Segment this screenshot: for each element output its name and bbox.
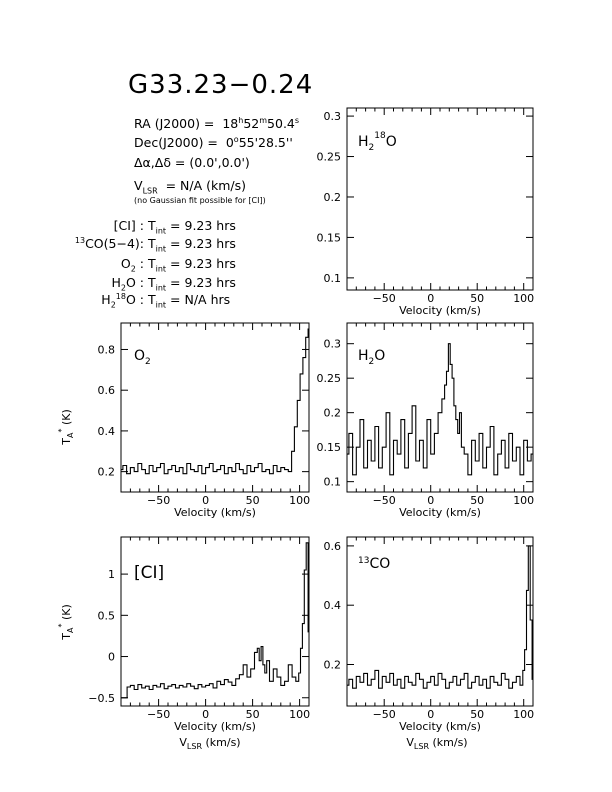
ra-minutes: 52	[243, 116, 260, 132]
h2o-xtick-label: 100	[513, 494, 535, 507]
vlsr-symbol: $V_{LSR}$	[134, 178, 158, 196]
ci-xtick-label: 100	[289, 708, 311, 721]
tint-ci-label: [CI] :	[113, 218, 144, 233]
o2-xtick-label: 0	[202, 494, 210, 507]
h2o-ytick-label: 0.1	[323, 475, 341, 489]
offset-value: (0.0',0.0')	[189, 155, 250, 170]
13co-xtick-label: 50	[470, 708, 485, 721]
tint-13co-label: $^{13}$CO(5−4):	[74, 236, 144, 252]
o2-xlabel: Velocity (km/s)	[174, 506, 256, 519]
o2-spectrum-line	[121, 329, 309, 474]
dec-rest: 55'28.5''	[238, 135, 293, 151]
h218o-xlabel: Velocity (km/s)	[399, 304, 481, 317]
ci-xtick-label: −50	[146, 708, 171, 721]
ylabel-o2: $T_A^*$ (K)	[57, 409, 75, 445]
o2-xtick-label: 50	[245, 494, 260, 507]
h218o-xtick-label: 50	[470, 292, 485, 305]
ci-xtick-label: 50	[245, 708, 260, 721]
tint-h218o-label: $H_2^{18}O$ :	[101, 292, 144, 310]
ci-ytick-label: 1	[108, 568, 115, 582]
vlsr-label-right: $V_{LSR}$ (km/s)	[406, 736, 468, 751]
h218o-ytick-label: 0.15	[316, 231, 341, 245]
13co-xtick-label: −50	[372, 708, 396, 721]
h2o-ytick-label: 0.15	[316, 441, 341, 455]
vlsr-value: = N/A (km/s)	[165, 178, 247, 193]
13co-xtick-label: 100	[513, 708, 535, 721]
ra-line: RA (J2000) = 18$^h$52$^m$50.4$^s$	[134, 116, 300, 132]
ci-xtick-label: 0	[202, 708, 210, 721]
vlsr-label-left: $V_{LSR}$ (km/s)	[179, 736, 241, 751]
ra-seconds: 50.4	[267, 116, 295, 132]
ra-label: RA (J2000) =	[134, 116, 215, 132]
offset-label: Δα,Δδ =	[134, 155, 186, 170]
o2-ytick-label: 0.2	[97, 465, 115, 479]
panel-label-o2: $O_2$	[134, 348, 151, 367]
o2-ytick-label: 0.6	[97, 384, 115, 398]
h2o-ytick-label: 0.25	[316, 372, 341, 386]
dec-line: Dec(J2000) = 0$^o$55'28.5''	[134, 135, 293, 151]
ci-ytick-label: 0.5	[97, 609, 115, 623]
h2o-xtick-label: 50	[470, 494, 485, 507]
h218o-xtick-label: −50	[372, 292, 396, 305]
13co-xlabel: Velocity (km/s)	[399, 720, 481, 733]
h2o-xlabel: Velocity (km/s)	[399, 506, 481, 519]
h218o-ytick-label: 0.1	[323, 271, 341, 285]
o2-xtick-label: 100	[289, 494, 311, 507]
ra-hours: 18	[222, 116, 239, 132]
13co-ytick-label: 0.6	[323, 539, 341, 553]
h2o-ytick-label: 0.2	[323, 406, 341, 420]
tint-h2o-label: $H_2O$ :	[111, 275, 144, 293]
panel-label-ci: [CI]	[134, 563, 165, 583]
o2-ytick-label: 0.8	[97, 343, 115, 357]
dec-label: Dec(J2000) =	[134, 135, 218, 151]
tint-13co-value: $T_{int} = 9.23$ hrs	[148, 236, 236, 254]
source-title: G33.23−0.24	[128, 70, 314, 100]
13co-xtick-label: 0	[427, 708, 435, 721]
h2o-ytick-label: 0.3	[323, 337, 341, 351]
h218o-ytick-label: 0.2	[323, 190, 341, 204]
ylabel-ci: $T_A^*$ (K)	[57, 604, 75, 640]
h218o-xtick-label: 0	[427, 292, 435, 305]
h218o-ytick-label: 0.3	[323, 110, 341, 124]
tint-o2-value: $T_{int} = 9.23$ hrs	[148, 256, 236, 274]
tint-h2o-value: $T_{int} = 9.23$ hrs	[148, 275, 236, 293]
tint-h218o-value: $T_{int} = N/A$ hrs	[148, 292, 231, 310]
ci-ytick-label: −0.5	[88, 691, 115, 705]
tint-o2-label: $O_2$ :	[120, 256, 144, 274]
13co-ytick-label: 0.4	[323, 599, 341, 613]
panel-label-h218o: $H_2^{18}O$	[358, 131, 397, 153]
ci-ytick-label: 0	[108, 650, 115, 664]
o2-xtick-label: −50	[146, 494, 171, 507]
h218o-xtick-label: 100	[513, 292, 535, 305]
ci-xlabel: Velocity (km/s)	[174, 720, 256, 733]
panel-label-h2o: $H_2O$	[358, 348, 386, 367]
h218o-ytick-label: 0.25	[316, 150, 341, 164]
dec-degrees: 0	[225, 135, 234, 151]
o2-ytick-label: 0.4	[97, 424, 115, 438]
tint-ci-value: $T_{int} = 9.23$ hrs	[148, 218, 236, 236]
h2o-xtick-label: 0	[427, 494, 435, 507]
panel-label-13co: $^{13}$CO	[358, 556, 391, 572]
no-fit-note: (no Gaussian fit possible for [CI])	[134, 196, 266, 205]
13co-ytick-label: 0.2	[323, 658, 341, 672]
h2o-xtick-label: −50	[372, 494, 396, 507]
